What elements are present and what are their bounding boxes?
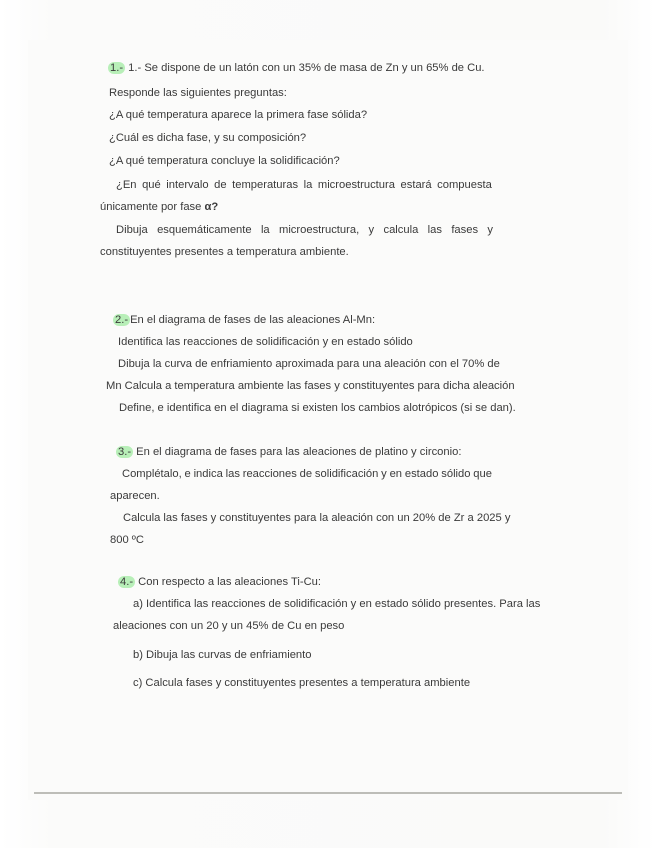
word: Complétalo, (122, 468, 182, 480)
word: las (225, 468, 240, 480)
q1-item-5-line-1 (116, 223, 493, 237)
word: sólido (441, 468, 471, 480)
word: temperaturas (232, 179, 299, 191)
word: Dibuja (116, 224, 148, 236)
word: de (299, 468, 313, 480)
word: fases (451, 224, 479, 236)
page-bottom-edge (34, 792, 622, 794)
word: la (260, 224, 270, 236)
word: y (368, 224, 375, 236)
q3-title: En el diagrama de fases para las aleaciones de platino y circonio: (133, 446, 462, 458)
q4-title: Con respecto a las aleaciones Ti-Cu: (135, 576, 321, 588)
q3-line-4: 800 ºC (110, 534, 144, 546)
q1-title: 1.- Se dispone de un latón con un 35% de masa de Zn y un 65% de Cu. (128, 62, 485, 74)
q2-line-3: Mn Calcula a temperatura ambiente las fases y constituyentes para dicha aleación (106, 380, 515, 392)
word: la (303, 179, 313, 191)
word: ¿En (116, 179, 137, 191)
word: en (389, 468, 403, 480)
q3-number-highlight: 3.- (118, 446, 132, 458)
q3-title-line (116, 445, 461, 459)
word: solidificación (314, 468, 379, 480)
q2-line-1: Identifica las reacciones de solidificación y en estado sólido (118, 336, 413, 348)
q2-title-line (113, 313, 375, 327)
word: calcula (383, 224, 419, 236)
word: qué (142, 179, 161, 191)
q1-item-4-line-1 (116, 178, 492, 192)
q3-line-3: Calcula las fases y constituyentes para la aleación con un 20% de Zr a 2025 y (123, 512, 511, 524)
word: microestructura (317, 179, 395, 191)
word: e (184, 468, 191, 480)
word: microestructura, (279, 224, 360, 236)
word: que (473, 468, 492, 480)
q2-title: En el diagrama de fases de las aleaciones Al-Mn: (130, 314, 376, 326)
q2-number-highlight: 2.- (115, 314, 129, 326)
q4-title-line (118, 575, 321, 589)
q4-item-c: c) Calcula fases y constituyentes presentes a temperatura ambiente (133, 677, 471, 689)
word: esquemáticamente (157, 224, 252, 236)
q1-item-4-text: únicamente por fase (100, 201, 205, 213)
q1-number-highlight: 1.- (110, 62, 124, 74)
word: y (381, 468, 387, 480)
word: estará (400, 179, 432, 191)
q1-intro: Responde las siguientes preguntas: (109, 87, 287, 99)
q1-item-1: ¿A qué temperatura aparece la primera fase sólida? (109, 109, 368, 121)
word: compuesta (437, 179, 492, 191)
q1-title-line (108, 61, 485, 75)
q1-item-5-line-2: constituyentes presentes a temperatura ambiente. (100, 246, 349, 258)
q4-item-a-line-2: aleaciones con un 20 y un 45% de Cu en peso (113, 620, 345, 632)
q1-item-2: ¿Cuál es dicha fase, y su composición? (109, 132, 307, 144)
word: y (487, 224, 493, 236)
q4-item-a-line-1: a) Identifica las reacciones de solidificación y en estado sólido presentes. Para las (133, 598, 541, 610)
q4-item-b: b) Dibuja las curvas de enfriamiento (133, 649, 312, 661)
q2-line-4: Define, e identifica en el diagrama si existen los cambios alotrópicos (si se dan). (119, 402, 516, 414)
q4-number-highlight: 4.- (120, 576, 134, 588)
word: intervalo (166, 179, 209, 191)
word: estado (404, 468, 439, 480)
word: las (427, 224, 442, 236)
q2-line-2: Dibuja la curva de enfriamiento aproximada para una aleación con el 70% de (118, 358, 500, 370)
q3-line-2: aparecen. (110, 490, 160, 502)
word: reacciones (242, 468, 297, 480)
word: de (214, 179, 227, 191)
q1-item-3: ¿A qué temperatura concluye la solidificación? (109, 155, 340, 167)
q3-line-1 (122, 467, 492, 481)
word: indica (193, 468, 223, 480)
q1-item-4-line-2 (100, 200, 218, 214)
alpha-symbol: α? (204, 201, 219, 213)
